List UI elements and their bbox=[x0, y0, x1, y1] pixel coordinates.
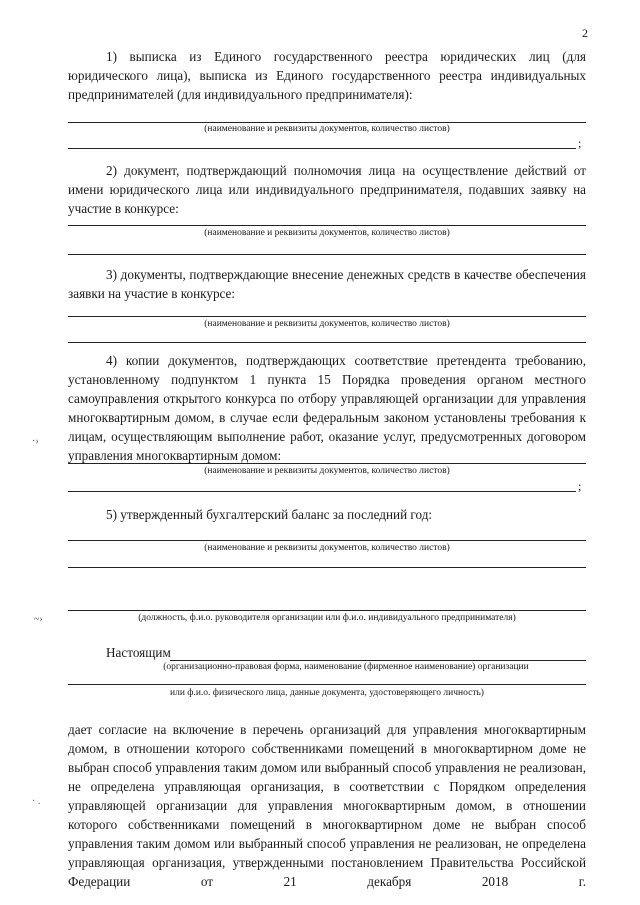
item-3-paragraph bbox=[68, 265, 586, 303]
caption-person: или ф.и.о. физического лица, данные документа, удостоверяющего личность) bbox=[170, 688, 484, 698]
caption-documents: (наименование и реквизиты документов, количество листов) bbox=[204, 124, 450, 134]
item-4-paragraph bbox=[68, 351, 586, 465]
item-2-text: 2) документ, подтверждающий полномочия лица на осуществление действий от имени юридического лица или индивидуального предпринимателя, подавших заявку на участие в конкурсе: bbox=[68, 163, 586, 216]
scan-mark: · . bbox=[32, 796, 41, 807]
fill-line[interactable] bbox=[170, 660, 586, 661]
fill-line[interactable] bbox=[68, 491, 576, 492]
fill-line[interactable] bbox=[68, 567, 586, 568]
caption-documents: (наименование и реквизиты документов, количество листов) bbox=[204, 319, 450, 329]
semicolon: ; bbox=[578, 136, 582, 150]
item-1-paragraph bbox=[68, 47, 586, 104]
item-1-text: 1) выписка из Единого государственного реестра юридических лиц (для юридического лица), выписка из Единого государственного реестра индивидуальных предпринимателей (для индивидуального предпринимателя): bbox=[68, 49, 586, 102]
caption-documents: (наименование и реквизиты документов, количество листов) bbox=[204, 543, 450, 553]
fill-line[interactable] bbox=[68, 316, 586, 317]
scan-mark: ·› bbox=[32, 436, 39, 447]
fill-line[interactable] bbox=[68, 148, 576, 149]
consent-paragraph: дает согласие на включение в перечень организаций для управления многоквартирным домом, в отношении которого собственниками помещений в многоквартирном доме не выбран способ управления таким домом или выбранный способ управления не реализован, не определена управляющая организация, в соответствии с Порядком определения управляющей организации для управления многоквартирным домом, в отношении которого собственниками помещений в многоквартирном доме не выбран способ управления таким домом или выбранный способ управления не реализован, не определена управляющая организация, утвержденными постановлением Правительства Российской Федерации от 21 декабря 2018 г. bbox=[68, 722, 586, 889]
item-4-text: 4) копии документов, подтверждающих соответствие претендента требованию, установленному подпунктом 1 пункта 15 Порядка проведения органом местного самоуправления открытого конкурса по отбору управляющей организации для управления многоквартирным домом, в случае если федеральным законом установлены требования к лицам, осуществляющим выполнение работ, оказание услуг, предусмотренных договором управления многоквартирным домом: bbox=[68, 353, 586, 463]
fill-line[interactable] bbox=[68, 463, 586, 464]
caption-documents: (наименование и реквизиты документов, количество листов) bbox=[204, 228, 450, 238]
fill-line[interactable] bbox=[68, 342, 586, 343]
semicolon: ; bbox=[578, 479, 582, 493]
caption-documents: (наименование и реквизиты документов, количество листов) bbox=[204, 466, 450, 476]
caption-organization: (организационно-правовая форма, наименование (фирменное наименование) организации bbox=[163, 662, 529, 672]
fill-line[interactable] bbox=[68, 684, 586, 685]
fill-line[interactable] bbox=[68, 610, 586, 611]
fill-line[interactable] bbox=[68, 225, 586, 226]
item-3-text: 3) документы, подтверждающие внесение денежных средств в качестве обеспечения заявки на участие в конкурсе: bbox=[68, 267, 586, 301]
item-5-text: 5) утвержденный бухгалтерский баланс за последний год: bbox=[106, 507, 433, 522]
fill-line[interactable] bbox=[68, 254, 586, 255]
fill-line[interactable] bbox=[68, 122, 586, 123]
nastoyashchim-label: Настоящим bbox=[106, 645, 171, 660]
scan-mark: ~› bbox=[34, 614, 43, 625]
page-number: 2 bbox=[582, 26, 588, 40]
fill-line[interactable] bbox=[68, 540, 586, 541]
item-5-paragraph bbox=[68, 505, 586, 524]
caption-head: (должность, ф.и.о. руководителя организации или ф.и.о. индивидуального предпринимателя) bbox=[138, 613, 516, 623]
item-2-paragraph bbox=[68, 161, 586, 218]
